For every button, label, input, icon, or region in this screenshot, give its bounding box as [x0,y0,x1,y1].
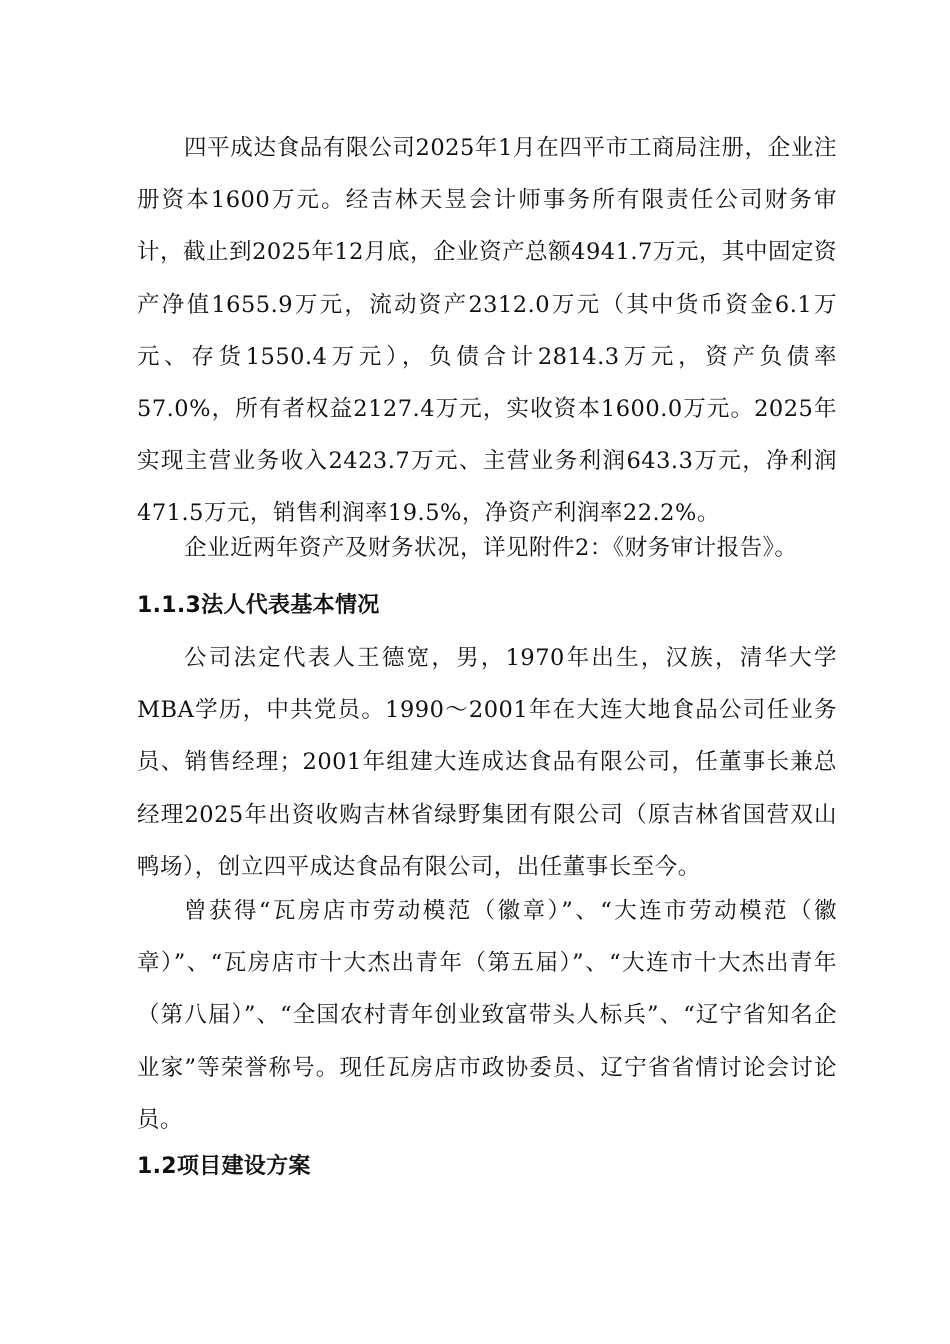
section-heading-project-plan: 1.2项目建设方案 [137,1154,311,1179]
section-heading-legal-representative: 1.1.3法人代表基本情况 [137,593,380,618]
legal-representative-paragraph: 公司法定代表人王德宽，男，1970年出生，汉族，清华大学MBA学历，中共党员。1990～2001年在大连大地食品公司任业务员、销售经理；2001年组建大连成达食品有限公司，任董事长兼总经理2025年出资收购吉林省绿野集团有限公司（原吉林省国营双山鸭场），创立四平成达食品有限公司，出任董事长至今。 [137,645,837,880]
financial-attachment-paragraph: 企业近两年资产及财务状况，详见附件2：《财务审计报告》。 [184,535,798,561]
honors-paragraph: 曾获得“瓦房店市劳动模范（徽章）”、“大连市劳动模范（徽章）”、“瓦房店市十大杰出青年（第五届）”、“大连市十大杰出青年（第八届）”、“全国农村青年创业致富带头人标兵”、“辽宁省知名企业家”等荣誉称号。现任瓦房店市政协委员、辽宁省省情讨论会讨论员。 [137,898,837,1133]
company-financial-paragraph: 四平成达食品有限公司2025年1月在四平市工商局注册，企业注册资本1600万元。经吉林天昱会计师事务所有限责任公司财务审计，截止到2025年12月底，企业资产总额4941.7万元，其中固定资产净值1655.9万元，流动资产2312.0万元（其中货币资金6.1万元、存货1550.4万元），负债合计2814.3万元，资产负债率57.0%，所有者权益2127.4万元，实收资本1600.0万元。2025年实现主营业务收入2423.7万元、主营业务利润643.3万元，净利润471.5万元，销售利润率19.5%，净资产利润率22.2%。 [137,135,837,527]
